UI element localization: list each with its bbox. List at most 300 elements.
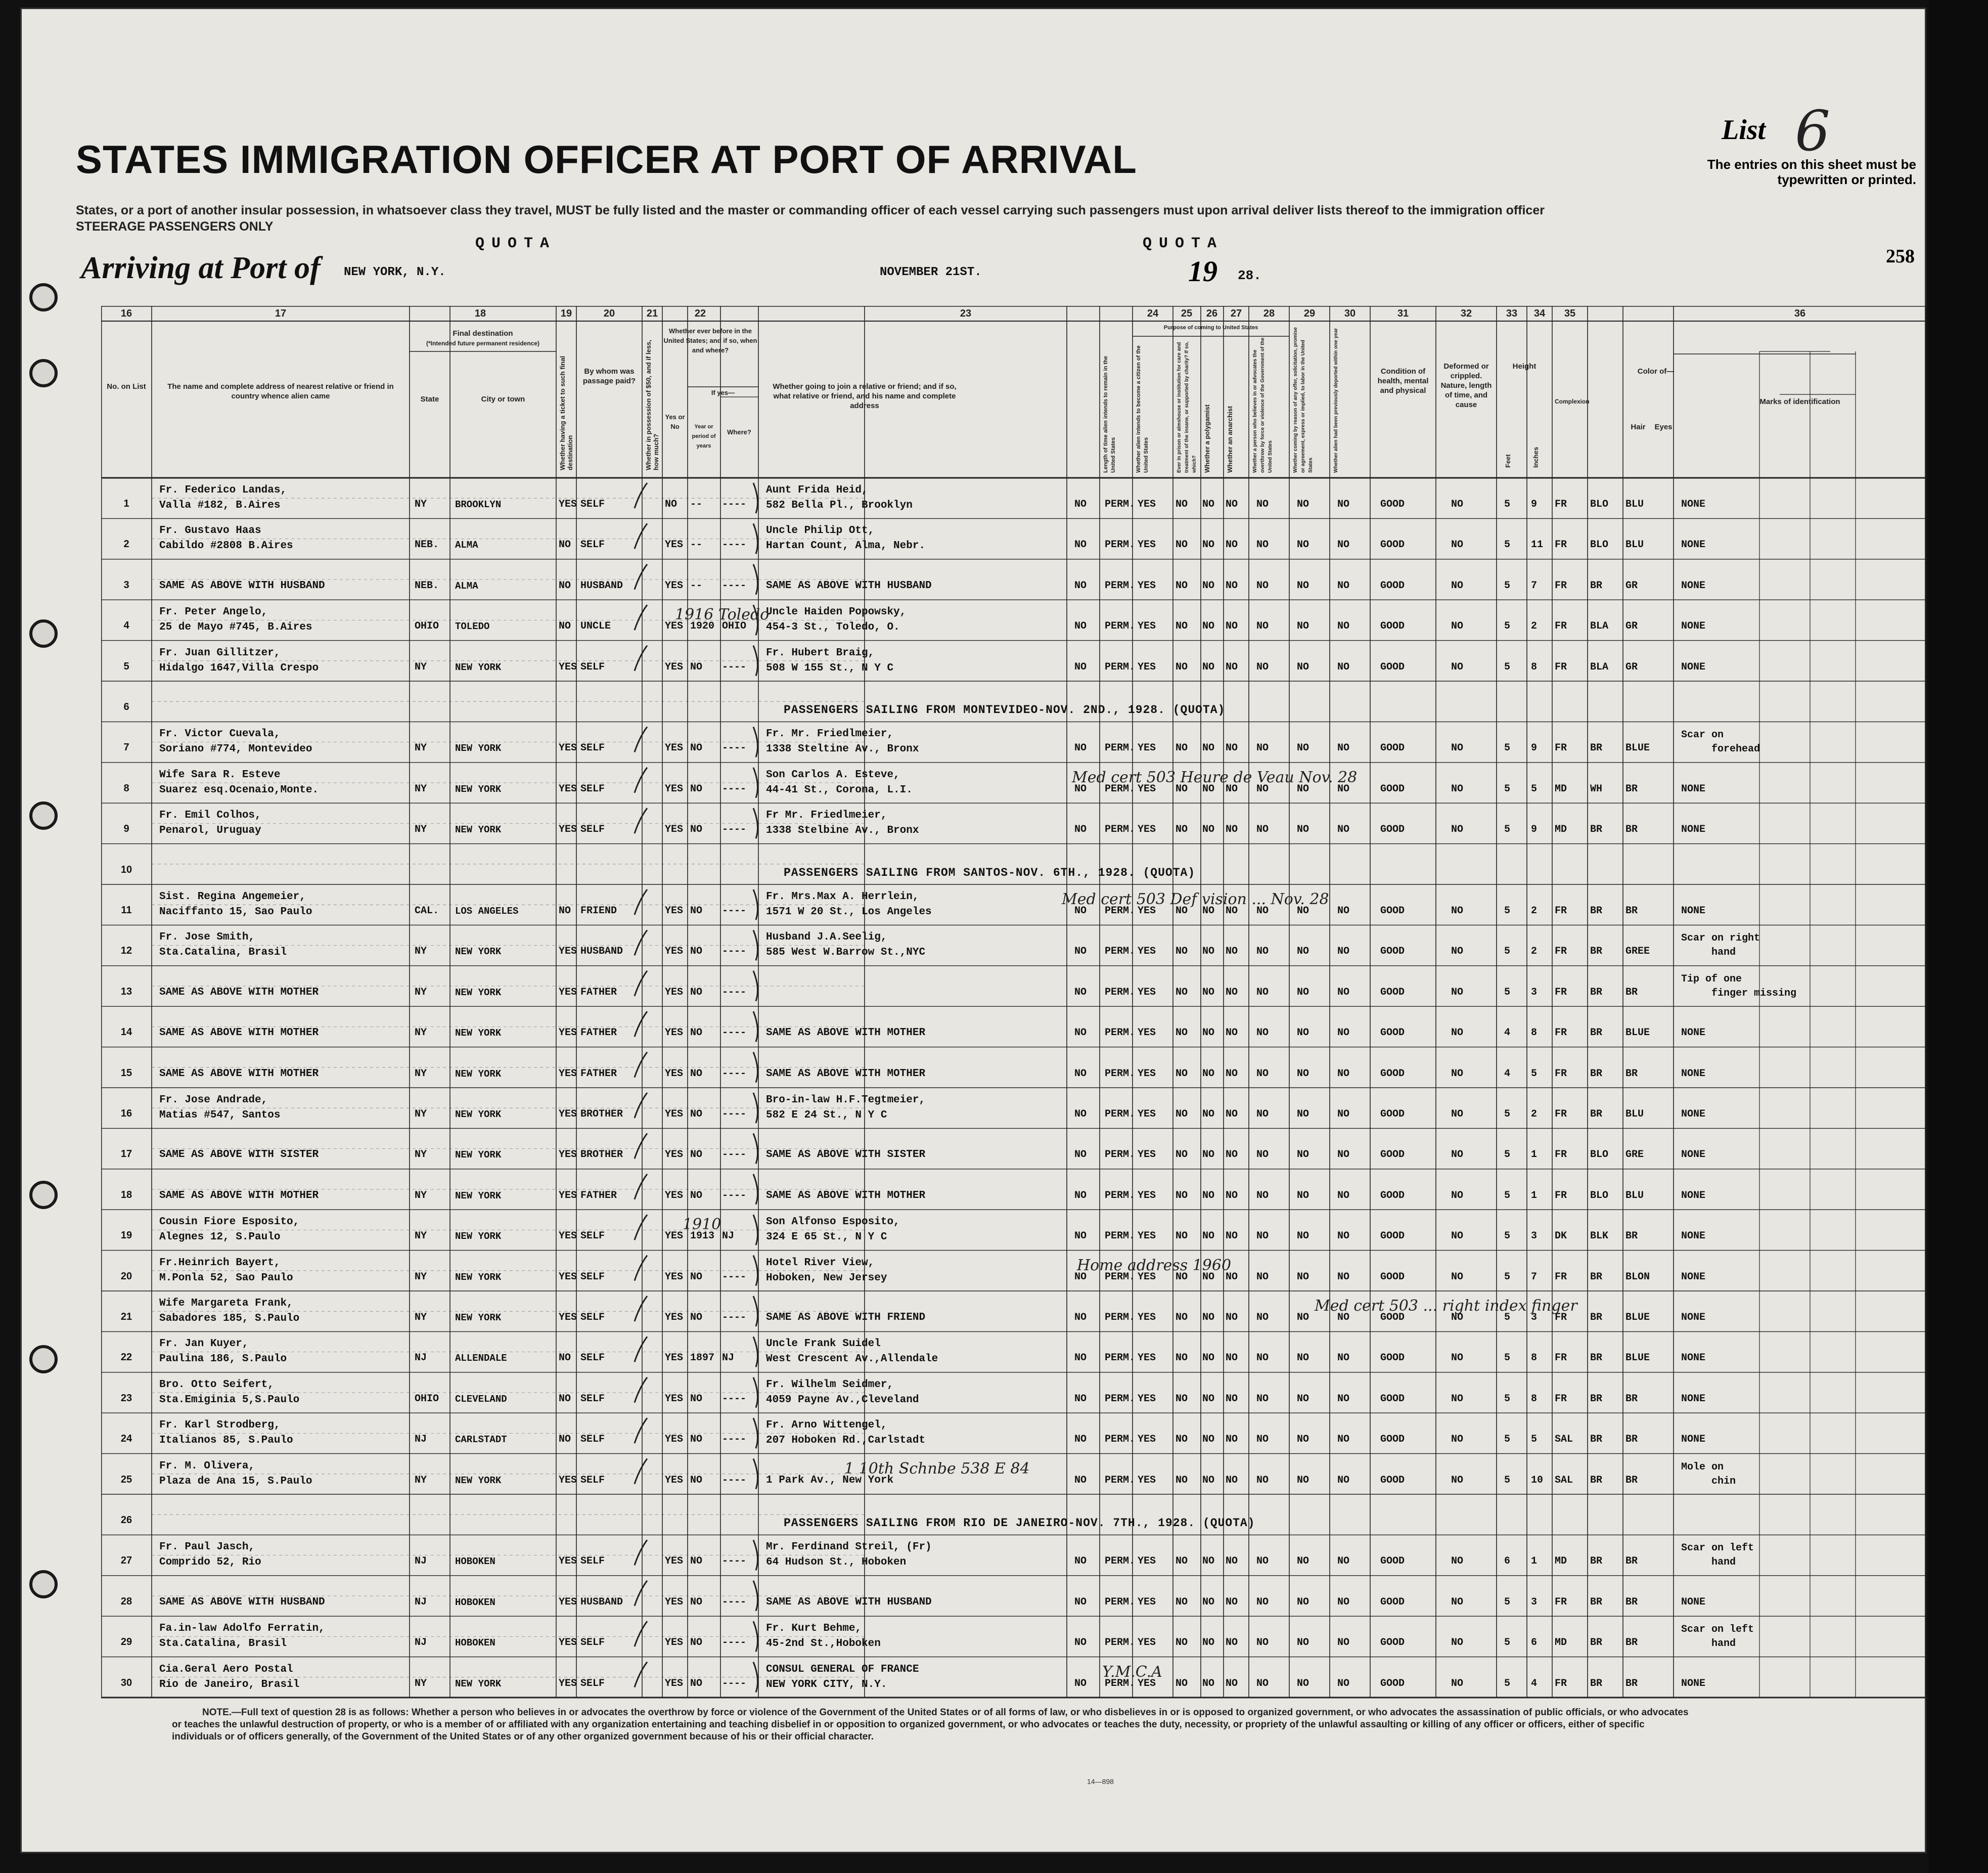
prison-value: NO — [1176, 1189, 1188, 1201]
handwritten-tick-icon — [635, 971, 647, 996]
purpose-value: NO — [1074, 539, 1087, 551]
passage-paid-by: SELF — [580, 1312, 605, 1323]
passage-paid-by: SELF — [580, 1230, 605, 1242]
ticket-value: NO — [559, 579, 571, 592]
polygamist-value: NO — [1202, 1230, 1215, 1242]
complexion-value: SAL — [1555, 1434, 1573, 1446]
q30-value: NO — [1337, 1108, 1350, 1120]
height-inches: 9 — [1531, 824, 1538, 836]
relative-address: Suarez esq.Ocenaio,Monte. — [159, 784, 319, 796]
q30-value: NO — [1337, 661, 1350, 673]
height-feet: 5 — [1504, 1230, 1511, 1242]
column-number: 25 — [1181, 308, 1193, 319]
relative-address: Matias #547, Santos — [159, 1109, 281, 1121]
q30-value: NO — [1337, 1312, 1350, 1323]
height-inches: 9 — [1531, 499, 1538, 510]
eye-color: BR — [1625, 1067, 1638, 1080]
column-number: 34 — [1533, 308, 1546, 319]
prison-value: NO — [1176, 824, 1188, 836]
complexion-value: SAL — [1555, 1474, 1573, 1486]
joining-name: CONSUL GENERAL OF FRANCE — [766, 1663, 919, 1675]
height-feet: 5 — [1504, 1677, 1511, 1689]
deformed-value: NO — [1451, 1067, 1464, 1080]
citizen-value: YES — [1138, 1149, 1156, 1161]
relative-address: Italianos 85, S.Paulo — [159, 1435, 293, 1447]
joining-name: Son Alfonso Esposito, — [766, 1216, 900, 1228]
length-of-stay-value: PERM. — [1105, 742, 1136, 754]
list-label: List — [1722, 114, 1766, 146]
relative-address: 25 de Mayo #745, B.Aires — [159, 621, 312, 634]
q29-value: NO — [1297, 1352, 1309, 1364]
before-us-year: NO — [690, 1067, 703, 1080]
eye-color: BR — [1625, 1596, 1638, 1608]
length-of-stay-value: PERM. — [1105, 1596, 1136, 1608]
row-number: 30 — [120, 1677, 132, 1688]
hair-color: BLK — [1590, 1230, 1609, 1242]
polygamist-value: NO — [1202, 1067, 1215, 1080]
polygamist-value: NO — [1202, 1352, 1215, 1364]
ticket-value: YES — [559, 1067, 577, 1080]
column-number: 26 — [1206, 308, 1218, 319]
identification-marks: NONE — [1681, 1067, 1706, 1080]
citizen-value: YES — [1138, 905, 1156, 917]
anarchist-value: NO — [1226, 661, 1238, 673]
height-feet: 5 — [1504, 1474, 1511, 1486]
height-feet: 5 — [1504, 1312, 1511, 1323]
header-paid-by: By whom was passage paid? — [582, 367, 636, 385]
relative-name: Fr. Jose Smith, — [159, 931, 255, 944]
form-number: 14—898 — [1087, 1777, 1114, 1786]
hair-color: BR — [1590, 742, 1603, 754]
ticket-value: YES — [559, 1027, 577, 1039]
binder-ring-icon — [29, 1345, 58, 1373]
manifest-sheet — [20, 8, 1926, 1853]
before-us-where: ---- — [722, 1596, 747, 1608]
prison-value: NO — [1176, 579, 1188, 592]
anarchist-value: NO — [1226, 1067, 1238, 1080]
joining-address: 44-41 St., Corona, L.I. — [766, 784, 913, 796]
destination-city: ALLENDALE — [455, 1353, 507, 1364]
row-number: 20 — [120, 1270, 132, 1282]
polygamist-value: NO — [1202, 620, 1215, 633]
health-value: GOOD — [1380, 539, 1405, 551]
header-q28: Whether a person who believes in or advocates the overthrow by force or violence of the Government of the United States — [1252, 337, 1273, 473]
purpose-value: NO — [1074, 1474, 1087, 1486]
purpose-value: NO — [1074, 1596, 1087, 1608]
q28-value: NO — [1256, 1230, 1269, 1242]
eye-color: GR — [1625, 661, 1638, 673]
purpose-value: NO — [1074, 986, 1087, 998]
citizen-value: YES — [1138, 1312, 1156, 1323]
polygamist-value: NO — [1202, 1677, 1215, 1689]
before-us-value: YES — [665, 1230, 684, 1242]
anarchist-value: NO — [1226, 986, 1238, 998]
header-eyes: Eyes — [1654, 423, 1673, 431]
handwritten-tick-icon — [635, 889, 647, 915]
height-feet: 5 — [1504, 1149, 1511, 1161]
length-of-stay-value: PERM. — [1105, 783, 1136, 795]
joining-name: Uncle Frank Suidel — [766, 1338, 881, 1350]
relative-address: Comprido 52, Rio — [159, 1556, 261, 1569]
prison-value: NO — [1176, 661, 1188, 673]
complexion-value: MD — [1555, 783, 1567, 795]
handwritten-tick-icon — [635, 768, 647, 793]
eye-color: BR — [1625, 1637, 1638, 1649]
complexion-value: FR — [1555, 1149, 1567, 1161]
anarchist-value: NO — [1226, 824, 1238, 836]
passage-paid-by: SELF — [580, 1271, 605, 1283]
height-feet: 5 — [1504, 946, 1511, 958]
passage-paid-by: FATHER — [580, 986, 617, 998]
handwritten-annotation: 1 10th Schnbe 538 E 84 — [844, 1459, 1030, 1478]
prison-value: NO — [1176, 1555, 1188, 1568]
identification-marks: NONE — [1681, 1271, 1706, 1283]
relative-name: Fr. Jose Andrade, — [159, 1094, 268, 1106]
before-us-year: -- — [690, 539, 703, 551]
passage-paid-by: SELF — [580, 1474, 605, 1486]
prison-value: NO — [1176, 783, 1188, 795]
q29-value: NO — [1297, 1677, 1309, 1689]
hair-color: BLA — [1590, 620, 1609, 633]
ticket-value: NO — [559, 1393, 571, 1405]
ticket-value: YES — [559, 1189, 577, 1201]
before-us-year: NO — [690, 742, 703, 754]
height-inches: 5 — [1531, 1434, 1538, 1446]
citizen-value: YES — [1138, 620, 1156, 633]
relative-name: SAME AS ABOVE WITH MOTHER — [159, 986, 319, 998]
deformed-value: NO — [1451, 661, 1464, 673]
deformed-value: NO — [1451, 1271, 1464, 1283]
ticket-value: YES — [559, 783, 577, 795]
section-banner: PASSENGERS SAILING FROM RIO DE JANEIRO-NOV. 7TH., 1928. (QUOTA) — [784, 1517, 1255, 1530]
ticket-value: YES — [559, 1555, 577, 1568]
relative-name: Fr. Gustavo Haas — [159, 525, 261, 537]
handwritten-tick-icon — [635, 1133, 647, 1158]
before-us-where: OHIO — [722, 620, 747, 633]
q29-value: NO — [1297, 539, 1309, 551]
health-value: GOOD — [1380, 620, 1405, 633]
before-us-year: NO — [690, 1108, 703, 1120]
citizen-value: YES — [1138, 579, 1156, 592]
height-inches: 1 — [1531, 1189, 1538, 1201]
complexion-value: FR — [1555, 499, 1567, 510]
row-number: 23 — [120, 1392, 132, 1404]
row-number: 9 — [123, 823, 129, 835]
relative-name: Fr. Jan Kuyer, — [159, 1338, 249, 1350]
complexion-value: FR — [1555, 1108, 1567, 1120]
polygamist-value: NO — [1202, 1434, 1215, 1446]
joining-address: 64 Hudson St., Hoboken — [766, 1556, 907, 1569]
complexion-value: FR — [1555, 1067, 1567, 1080]
identification-marks: NONE — [1681, 1312, 1706, 1323]
before-us-year: NO — [690, 1312, 703, 1323]
row-number: 6 — [123, 701, 129, 712]
complexion-value: FR — [1555, 579, 1567, 592]
steerage-line: STEERAGE PASSENGERS ONLY — [76, 219, 274, 234]
prison-value: NO — [1176, 1434, 1188, 1446]
destination-city: HOBOKEN — [455, 1556, 495, 1568]
before-us-where: ---- — [722, 1067, 747, 1080]
handwritten-tick-icon — [635, 1662, 647, 1687]
ticket-value: YES — [559, 1108, 577, 1120]
row-number: 24 — [120, 1433, 132, 1445]
joining-name: Son Carlos A. Esteve, — [766, 769, 900, 781]
q29-value: NO — [1297, 661, 1309, 673]
height-inches: 1 — [1531, 1555, 1538, 1568]
purpose-value: NO — [1074, 661, 1087, 673]
relative-name: Cia.Geral Aero Postal — [159, 1663, 293, 1675]
identification-marks: NONE — [1681, 499, 1706, 510]
q30-value: NO — [1337, 1230, 1350, 1242]
passage-paid-by: FATHER — [580, 1027, 617, 1039]
instructions-line: States, or a port of another insular possession, in whatsoever class they travel, MUST be fully listed and the master or commanding officer of each vessel carrying such passengers must upon arrival deliver lists thereof to the immigration officer — [76, 203, 1545, 217]
citizen-value: YES — [1138, 1352, 1156, 1364]
health-value: GOOD — [1380, 1352, 1405, 1364]
identification-marks-cont: chin — [1711, 1475, 1736, 1487]
before-us-value: YES — [665, 1555, 684, 1568]
handwritten-tick-icon — [635, 1418, 647, 1443]
height-inches: 7 — [1531, 1271, 1538, 1283]
prison-value: NO — [1176, 1474, 1188, 1486]
passage-paid-by: HUSBAND — [580, 946, 623, 958]
before-us-where: ---- — [722, 905, 747, 917]
relative-address: Hidalgo 1647,Villa Crespo — [159, 662, 319, 674]
relative-address: Alegnes 12, S.Paulo — [159, 1231, 281, 1243]
purpose-value: NO — [1074, 783, 1087, 795]
relative-address: Sta.Catalina, Brasil — [159, 1638, 287, 1650]
health-value: GOOD — [1380, 946, 1405, 958]
before-us-year: NO — [690, 1637, 703, 1649]
hair-color: BR — [1590, 1312, 1603, 1323]
prison-value: NO — [1176, 1352, 1188, 1364]
before-us-where: ---- — [722, 742, 747, 754]
header-year-period: Year or period of years — [692, 424, 716, 449]
q30-value: NO — [1337, 1027, 1350, 1039]
handwritten-tick-icon — [635, 605, 647, 630]
eye-color: BLUE — [1625, 1027, 1650, 1039]
handwritten-annotation: Med cert 503 Heure de Veau Nov. 28 — [1072, 768, 1358, 786]
q29-value: NO — [1297, 1230, 1309, 1242]
q30-value: NO — [1337, 1149, 1350, 1161]
q29-value: NO — [1297, 824, 1309, 836]
destination-city: NEW YORK — [455, 1149, 502, 1161]
hair-color: BR — [1590, 905, 1603, 917]
length-of-stay-value: PERM. — [1105, 1637, 1136, 1649]
handwritten-annotation: 1916 Toledo — [675, 606, 770, 624]
prison-value: NO — [1176, 499, 1188, 510]
joining-address: 4059 Payne Av.,Cleveland — [766, 1394, 919, 1406]
joining-name: Aunt Frida Heid, — [766, 484, 868, 496]
height-feet: 5 — [1504, 824, 1511, 836]
destination-city: HOBOKEN — [455, 1637, 495, 1649]
health-value: GOOD — [1380, 1637, 1405, 1649]
complexion-value: FR — [1555, 986, 1567, 998]
q30-value: NO — [1337, 1555, 1350, 1568]
q28-value: NO — [1256, 1189, 1269, 1201]
citizen-value: YES — [1138, 1474, 1156, 1486]
health-value: GOOD — [1380, 742, 1405, 754]
identification-marks-cont: hand — [1711, 947, 1736, 959]
q30-value: NO — [1337, 620, 1350, 633]
q28-value: NO — [1256, 1637, 1269, 1649]
purpose-value: NO — [1074, 1393, 1087, 1405]
destination-city: NEW YORK — [455, 1109, 502, 1120]
q28-value: NO — [1256, 1393, 1269, 1405]
deformed-value: NO — [1451, 946, 1464, 958]
ticket-value: YES — [559, 661, 577, 673]
before-us-value: YES — [665, 1149, 684, 1161]
deformed-value: NO — [1451, 539, 1464, 551]
before-us-year: -- — [690, 499, 703, 510]
q30-value: NO — [1337, 1189, 1350, 1201]
polygamist-value: NO — [1202, 1637, 1215, 1649]
before-us-year: NO — [690, 946, 703, 958]
before-us-where: ---- — [722, 1027, 747, 1039]
relative-name: Sist. Regina Angemeier, — [159, 891, 306, 903]
header-color-of: Color of— — [1637, 367, 1675, 376]
passage-paid-by: SELF — [580, 1434, 605, 1446]
before-us-where: ---- — [722, 499, 747, 510]
q29-value: NO — [1297, 742, 1309, 754]
q30-value: NO — [1337, 1271, 1350, 1283]
height-inches: 8 — [1531, 661, 1538, 673]
joining-address: 45-2nd St.,Hoboken — [766, 1638, 881, 1650]
purpose-value: NO — [1074, 499, 1087, 510]
relative-name: Fr. Paul Jasch, — [159, 1541, 255, 1553]
anarchist-value: NO — [1226, 1555, 1238, 1568]
joining-address: 1338 Steltine Av., Bronx — [766, 743, 919, 755]
eye-color: GR — [1625, 579, 1638, 592]
joining-address: 508 W 155 St., N Y C — [766, 662, 894, 674]
before-us-year: NO — [690, 1596, 703, 1608]
row-number: 8 — [123, 782, 129, 794]
hair-color: BLO — [1590, 539, 1609, 551]
anarchist-value: NO — [1226, 579, 1238, 592]
anarchist-value: NO — [1226, 1352, 1238, 1364]
eye-color: BR — [1625, 1230, 1638, 1242]
joining-address: Hartan Count, Alma, Nebr. — [766, 540, 926, 552]
list-number: 6 — [1795, 99, 1830, 163]
anarchist-value: NO — [1226, 1312, 1238, 1323]
hair-color: BR — [1590, 1067, 1603, 1080]
destination-city: LOS ANGELES — [455, 906, 519, 917]
prison-value: NO — [1176, 1027, 1188, 1039]
identification-marks-cont: forehead — [1711, 743, 1760, 755]
before-us-year: NO — [690, 986, 703, 998]
polygamist-value: NO — [1202, 1596, 1215, 1608]
citizen-value: YES — [1138, 946, 1156, 958]
passage-paid-by: BROTHER — [580, 1108, 623, 1120]
passage-paid-by: FATHER — [580, 1189, 617, 1201]
relative-address: Valla #182, B.Aires — [159, 500, 281, 511]
passage-paid-by: SELF — [580, 499, 605, 510]
deformed-value: NO — [1451, 742, 1464, 754]
joining-name: Uncle Philip Ott, — [766, 525, 875, 537]
destination-city: NEW YORK — [455, 946, 502, 958]
year-suffix: 28. — [1238, 268, 1261, 283]
ticket-value: YES — [559, 1149, 577, 1161]
handwritten-tick-icon — [635, 1377, 647, 1403]
identification-marks: NONE — [1681, 905, 1706, 917]
header-q30: Whether alien had been previously deported within one year — [1333, 328, 1339, 473]
identification-marks: NONE — [1681, 1189, 1706, 1201]
handwritten-tick-icon — [635, 727, 647, 752]
q28-value: NO — [1256, 986, 1269, 998]
destination-state: NY — [415, 1027, 427, 1039]
relative-name: Fr. Victor Cuevala, — [159, 728, 281, 740]
health-value: GOOD — [1380, 1434, 1405, 1446]
row-number: 12 — [120, 945, 132, 957]
q29-value: NO — [1297, 1271, 1309, 1283]
relative-name: SAME AS ABOVE WITH MOTHER — [159, 1027, 319, 1039]
column-number: 32 — [1460, 308, 1472, 319]
identification-marks-cont: finger missing — [1711, 987, 1797, 999]
q28-value: NO — [1256, 1271, 1269, 1283]
height-feet: 5 — [1504, 1271, 1511, 1283]
identification-marks: Scar on — [1681, 729, 1724, 741]
destination-state: NY — [415, 1067, 427, 1080]
height-inches: 1 — [1531, 1149, 1538, 1161]
row-number: 17 — [120, 1148, 132, 1160]
before-us-value: YES — [665, 1352, 684, 1364]
destination-city: HOBOKEN — [455, 1596, 495, 1608]
year-prefix: 19 — [1188, 255, 1217, 288]
header-instructions — [76, 202, 1668, 235]
relative-address: Penarol, Uruguay — [159, 825, 261, 837]
before-us-where: ---- — [722, 1189, 747, 1201]
q28-value: NO — [1256, 946, 1269, 958]
height-inches: 2 — [1531, 905, 1538, 917]
passage-paid-by: SELF — [580, 742, 605, 754]
relative-name: Bro. Otto Seifert, — [159, 1378, 274, 1391]
joining-address: 1338 Stelbine Av., Bronx — [766, 825, 919, 837]
height-feet: 4 — [1504, 1067, 1511, 1080]
citizen-value: YES — [1138, 1108, 1156, 1120]
identification-marks: NONE — [1681, 783, 1706, 795]
health-value: GOOD — [1380, 499, 1405, 510]
eye-color: BR — [1625, 1393, 1638, 1405]
passage-paid-by: FRIEND — [580, 905, 617, 917]
before-us-year: NO — [690, 661, 703, 673]
anarchist-value: NO — [1226, 1637, 1238, 1649]
anarchist-value: NO — [1226, 742, 1238, 754]
handwritten-annotation: Home address 1960 — [1077, 1256, 1232, 1274]
before-us-where: ---- — [722, 1393, 747, 1405]
page-number: 258 — [1886, 246, 1915, 267]
row-number: 28 — [120, 1595, 132, 1607]
before-us-value: YES — [665, 946, 684, 958]
destination-state: NY — [415, 661, 427, 673]
deformed-value: NO — [1451, 1677, 1464, 1689]
height-feet: 5 — [1504, 1108, 1511, 1120]
joining-address: Hoboken, New Jersey — [766, 1272, 887, 1284]
citizen-value: YES — [1138, 499, 1156, 510]
identification-marks: NONE — [1681, 1677, 1706, 1689]
anarchist-value: NO — [1226, 1108, 1238, 1120]
eye-color: BLON — [1625, 1271, 1650, 1283]
before-us-year: NO — [690, 1271, 703, 1283]
before-us-year: -- — [690, 579, 703, 592]
destination-state: NEB. — [415, 579, 439, 592]
destination-state: NY — [415, 783, 427, 795]
row-number: 18 — [120, 1189, 132, 1200]
destination-state: NY — [415, 1189, 427, 1201]
header-q29: Whether coming by reason of any offer, solicitation, promise or agreement, express or implied, to labor in the United States — [1293, 327, 1314, 473]
anarchist-value: NO — [1226, 1393, 1238, 1405]
binder-ring-icon — [29, 619, 58, 648]
q29-value: NO — [1297, 1312, 1309, 1323]
purpose-value: NO — [1074, 1027, 1087, 1039]
